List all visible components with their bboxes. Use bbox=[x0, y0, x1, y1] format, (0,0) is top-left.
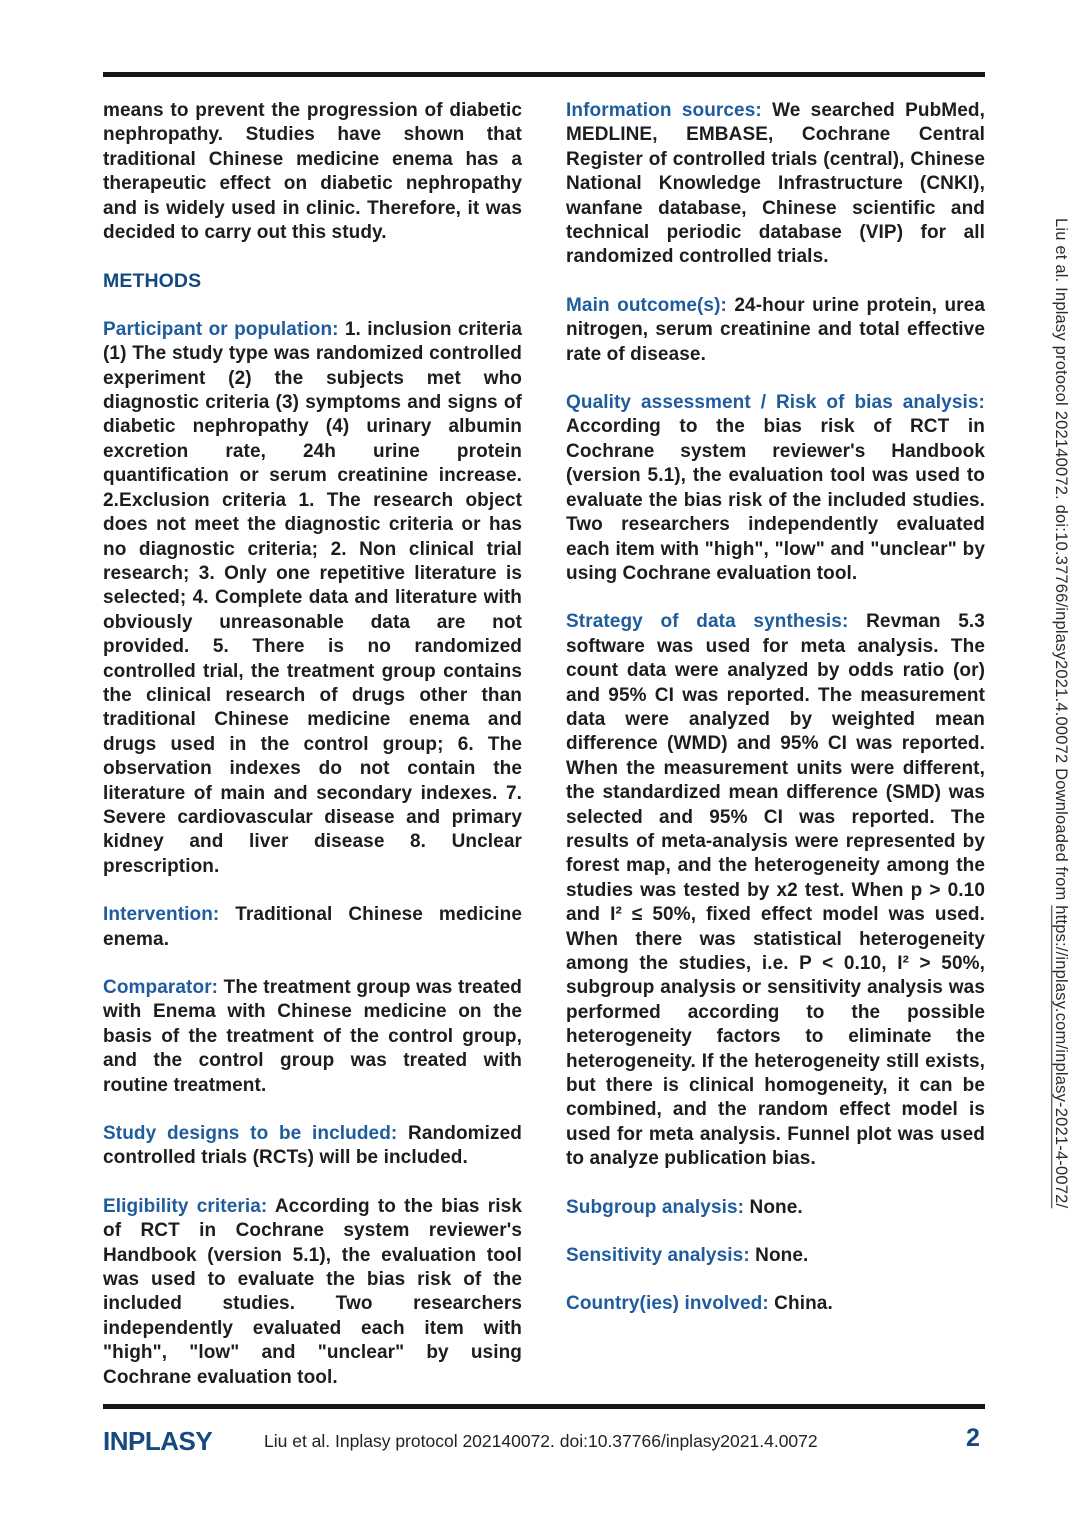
sidebar-citation-text: Liu et al. Inplasy protocol 202140072. doi:10.37766/inplasy2021.4.00072 Downloaded from bbox=[1052, 218, 1070, 906]
paragraph-country bbox=[566, 1292, 985, 1316]
paragraph-intervention bbox=[103, 903, 522, 952]
sidebar-rotated-citation bbox=[1051, 218, 1070, 1388]
paragraph-subgroup bbox=[566, 1196, 985, 1220]
paragraph-study-designs bbox=[103, 1122, 522, 1171]
paragraph-intro bbox=[103, 99, 522, 245]
study-designs-label: Study designs to be included: bbox=[103, 1123, 398, 1145]
participant-label: Participant or population: bbox=[103, 318, 339, 340]
sidebar-citation-link[interactable]: https://inplasy.com/inplasy-2021-4-0072/ bbox=[1052, 905, 1070, 1209]
paragraph-strategy bbox=[566, 610, 985, 1171]
footer-rule bbox=[103, 1404, 985, 1409]
left-column bbox=[103, 99, 522, 1414]
paragraph-eligibility bbox=[103, 1195, 522, 1390]
page-number: 2 bbox=[966, 1424, 980, 1452]
comparator-text: The treatment group was treated with Enema with Chinese medicine on the basis of the treatment of the control group, and the control group was treated with routine treatment. bbox=[103, 977, 523, 1096]
study-designs-text: Randomized controlled trials (RCTs) will be included. bbox=[103, 1123, 522, 1169]
right-column bbox=[566, 99, 985, 1414]
comparator-label: Comparator: bbox=[103, 977, 219, 998]
eligibility-label: Eligibility criteria: bbox=[103, 1195, 268, 1217]
main-outcomes-text: 24-hour urine protein, urea nitrogen, serum creatinine and total effective rate of disease. bbox=[566, 294, 985, 365]
page-body bbox=[103, 99, 985, 1414]
paragraph-information-sources bbox=[566, 99, 985, 270]
inplasy-logo: INPLASY bbox=[103, 1426, 213, 1456]
methods-heading: METHODS bbox=[103, 270, 202, 293]
paragraph-participant bbox=[103, 318, 522, 879]
eligibility-text: According to the bias risk of RCT in Cochrane system reviewer's Handbook (version 5.1), the evaluation tool was used to evaluate the bias risk of the included studies. Two researchers independently evaluated each item with "high", "low" and "unclear" by using Cochrane evaluation tool. bbox=[103, 1195, 522, 1388]
strategy-label: Strategy of data synthesis: bbox=[566, 611, 849, 633]
country-label: Country(ies) involved: bbox=[566, 1293, 769, 1315]
paragraph-comparator bbox=[103, 976, 522, 1098]
footer-citation: Liu et al. Inplasy protocol 202140072. doi:10.37766/inplasy2021.4.0072 bbox=[264, 1431, 818, 1451]
quality-assessment-text: According to the bias risk of RCT in Cochrane system reviewer's Handbook (version 5.1), the evaluation tool was used to evaluate the bias risk of the included studies. Two researchers independently evaluated each item with "high", "low" and "unclear" by using Cochrane evaluation tool. bbox=[566, 416, 985, 584]
sensitivity-text: None. bbox=[755, 1245, 809, 1267]
top-rule bbox=[103, 72, 985, 77]
quality-assessment-label: Quality assessment / Risk of bias analysis: bbox=[566, 392, 985, 414]
sensitivity-label: Sensitivity analysis: bbox=[566, 1245, 750, 1267]
participant-text: 1. inclusion criteria (1) The study type was randomized controlled experiment (2) the subjects met who diagnostic criteria (3) symptoms and signs of diabetic nephropathy (4) urinary albumin excretion rate, 24h urine protein quantification or serum creatinine increase. 2.Exclusion criteria 1. The research object does not meet the diagnostic criteria or has no diagnostic criteria; 2. Non clinical trial research; 3. Only one repetitive literature is selected; 4. Complete data and literature with obviously unreasonable data are not provided. 5. There is no randomized controlled trial, the treatment group contains the clinical research of drugs other than traditional Chinese medicine enema and drugs used in the control group; 6. The observation indexes do not contain the literature of main and secondary indexes. 7. Severe cardiovascular disease and primary kidney and liver disease 8. Unclear prescription. bbox=[103, 318, 522, 877]
main-outcomes-label: Main outcome(s): bbox=[566, 294, 727, 316]
paragraph-intro-text: means to prevent the progression of diabetic nephropathy. Studies have shown that traditional Chinese medicine enema has a therapeutic effect on diabetic nephropathy and is widely used in clinic. Therefore, it was decided to carry out this study. bbox=[103, 100, 522, 244]
subgroup-label: Subgroup analysis: bbox=[566, 1196, 745, 1218]
information-sources-label: Information sources: bbox=[566, 100, 762, 121]
information-sources-text: We searched PubMed, MEDLINE, EMBASE, Cochrane Central Register of controlled trials (central), Chinese National Knowledge Infrastructure (CNKI), wanfane database, Chinese scientific and technical periodic database (VIP) for all randomized controlled trials. bbox=[566, 100, 985, 268]
paragraph-main-outcomes bbox=[566, 294, 985, 367]
paragraph-sensitivity bbox=[566, 1244, 985, 1268]
strategy-text: Revman 5.3 software was used for meta analysis. The count data were analyzed by odds ratio (or) and 95% CI was reported. The measurement data were analyzed by weighted mean difference (WMD) and 95% CI was reported. When the measurement units were different, the standardized mean difference (SMD) was selected and 95% CI was reported. The results of meta-analysis were represented by forest map, and the heterogeneity among the studies was tested by x2 test. When p > 0.10 and I² ≤ 50%, fixed effect model was used. When there was statistical heterogeneity among the studies, i.e. P < 0.10, I² > 50%, subgroup analysis or sensitivity analysis was performed according to the possible heterogeneity factors to eliminate the heterogeneity. If the heterogeneity still exists, but there is clinical homogeneity, it can be combined, and the random effect model is used for meta analysis. Funnel plot was used to analyze publication bias. bbox=[566, 611, 985, 1170]
intervention-text: Traditional Chinese medicine enema. bbox=[103, 904, 522, 950]
subgroup-text: None. bbox=[749, 1196, 803, 1218]
country-text: China. bbox=[774, 1293, 833, 1315]
paragraph-quality-assessment bbox=[566, 391, 985, 586]
intervention-label: Intervention: bbox=[103, 904, 220, 926]
